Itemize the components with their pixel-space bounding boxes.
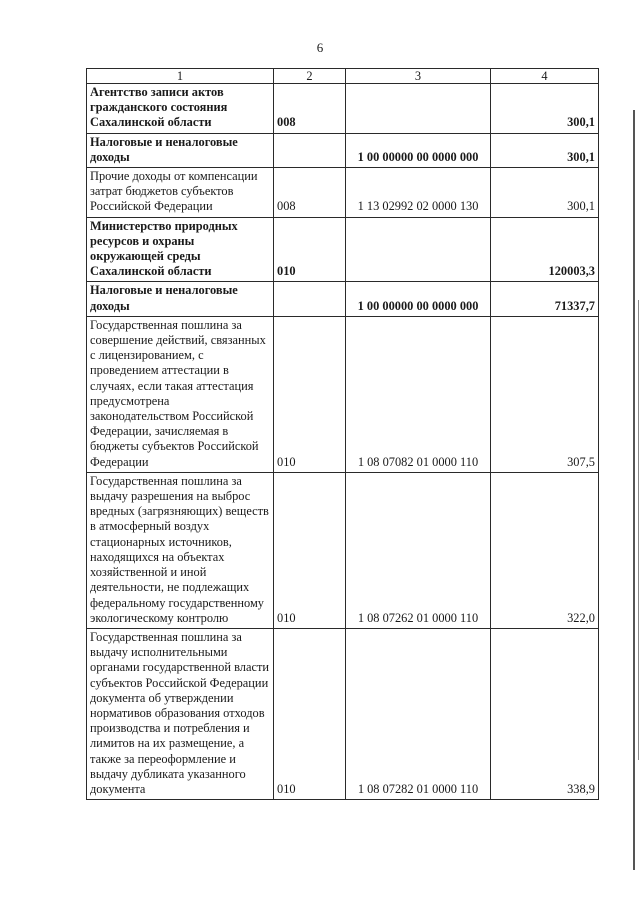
table-row	[87, 133, 599, 167]
table-row	[87, 282, 599, 316]
row-amount-cell: 71337,7	[491, 282, 599, 316]
scan-edge-line-secondary	[638, 300, 639, 760]
budget-revenue-table	[86, 68, 599, 800]
row-amount-cell: 300,1	[491, 133, 599, 167]
row-kbk-cell	[346, 217, 491, 282]
table-body	[87, 84, 599, 800]
column-header-2: 2	[274, 69, 346, 84]
row-amount-cell: 300,1	[491, 168, 599, 218]
table-row	[87, 628, 599, 799]
row-code-cell: 010	[274, 472, 346, 628]
row-code-cell	[274, 282, 346, 316]
row-name-cell: Прочие доходы от компенсации затрат бюджетов субъектов Российской Федерации	[87, 168, 274, 218]
row-code-cell: 008	[274, 168, 346, 218]
row-amount-cell: 307,5	[491, 316, 599, 472]
row-amount-cell: 120003,3	[491, 217, 599, 282]
page-number: 6	[316, 40, 324, 55]
row-name-cell: Агентство записи актов гражданского состояния Сахалинской области	[87, 84, 274, 134]
row-kbk-cell: 1 00 00000 00 0000 000	[346, 133, 491, 167]
row-code-cell: 008	[274, 84, 346, 134]
row-kbk-cell: 1 08 07082 01 0000 110	[346, 316, 491, 472]
column-header-4: 4	[491, 69, 599, 84]
row-code-cell: 010	[274, 217, 346, 282]
column-header-3: 3	[346, 69, 491, 84]
row-kbk-cell: 1 08 07262 01 0000 110	[346, 472, 491, 628]
scan-edge-line	[633, 110, 635, 870]
row-kbk-cell: 1 08 07282 01 0000 110	[346, 628, 491, 799]
row-kbk-cell	[346, 84, 491, 134]
row-code-cell: 010	[274, 628, 346, 799]
row-kbk-cell: 1 00 00000 00 0000 000	[346, 282, 491, 316]
row-name-cell: Налоговые и неналоговые доходы	[87, 133, 274, 167]
table-row	[87, 84, 599, 134]
row-amount-cell: 300,1	[491, 84, 599, 134]
table-row	[87, 217, 599, 282]
row-name-cell: Государственная пошлина за совершение действий, связанных с лицензированием, с проведением аттестации в случаях, если такая аттестация предусмотрена законодательством Российской Федерации, зачисляемая в бюджеты субъектов Российской Федерации	[87, 316, 274, 472]
row-name-cell: Государственная пошлина за выдачу исполнительными органами государственной власти субъектов Российской Федерации документа об утверждении нормативов образования отходов производства и потребления и лимитов на их размещение, а также за переоформление и выдачу дубликата указанного документа	[87, 628, 274, 799]
table-row	[87, 472, 599, 628]
row-amount-cell: 338,9	[491, 628, 599, 799]
table-row	[87, 168, 599, 218]
row-name-cell: Налоговые и неналоговые доходы	[87, 282, 274, 316]
row-name-cell: Государственная пошлина за выдачу разрешения на выброс вредных (загрязняющих) веществ в атмосферный воздух стационарных источников, находящихся на объектах хозяйственной и иной деятельности, не подлежащих федеральному государственному экологическому контролю	[87, 472, 274, 628]
table-header-row	[87, 69, 599, 84]
row-code-cell: 010	[274, 316, 346, 472]
table-row	[87, 316, 599, 472]
column-header-1: 1	[87, 69, 274, 84]
row-code-cell	[274, 133, 346, 167]
row-name-cell: Министерство природных ресурсов и охраны окружающей среды Сахалинской области	[87, 217, 274, 282]
row-amount-cell: 322,0	[491, 472, 599, 628]
row-kbk-cell: 1 13 02992 02 0000 130	[346, 168, 491, 218]
